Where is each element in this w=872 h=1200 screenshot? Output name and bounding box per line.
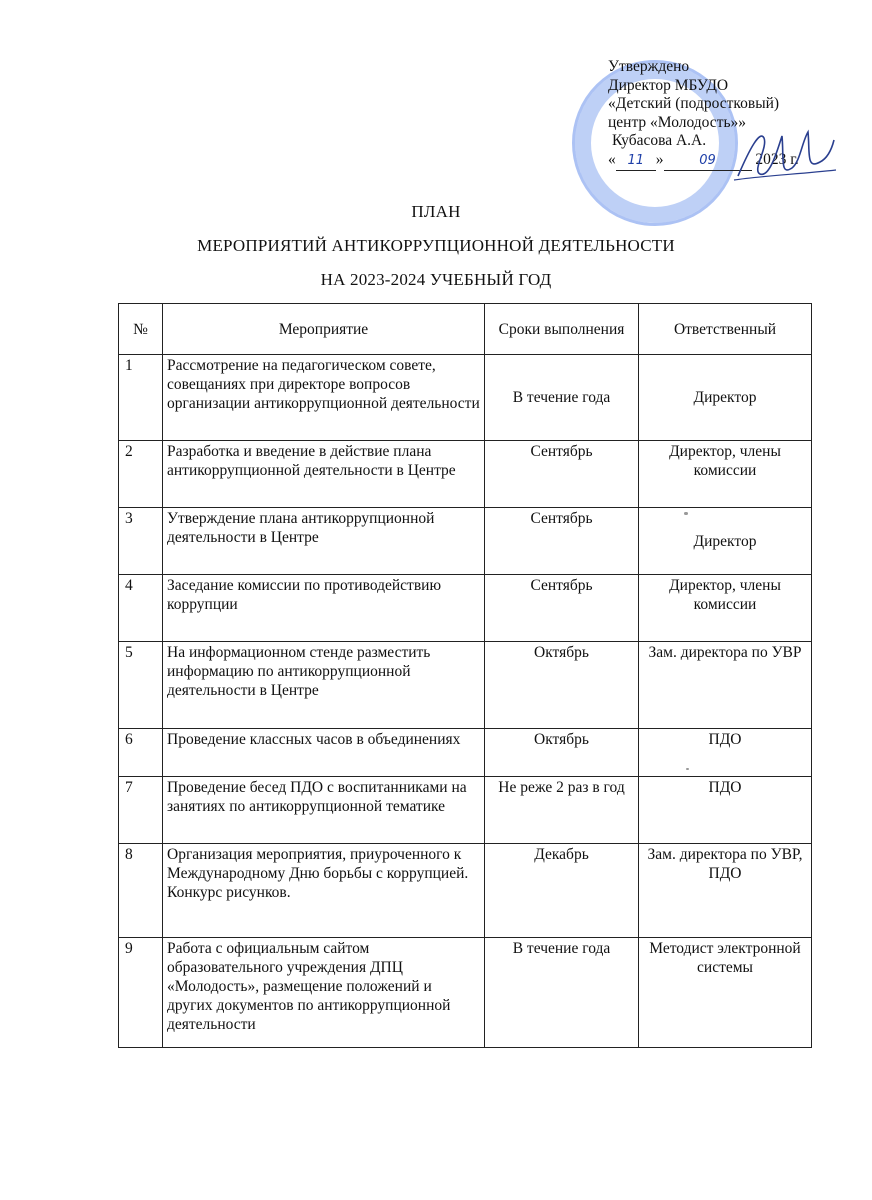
approval-date <box>608 151 838 172</box>
row-responsible: Зам. директора по УВР, ПДО <box>639 844 812 938</box>
plan-table <box>118 303 812 1048</box>
row-term: Сентябрь <box>485 575 639 642</box>
row-term: Сентябрь <box>485 508 639 575</box>
row-term: Декабрь <box>485 844 639 938</box>
row-num: 5 <box>119 642 163 729</box>
row-responsible: Методист электронной системы <box>639 938 812 1048</box>
row-num: 6 <box>119 729 163 777</box>
approval-block <box>608 58 838 171</box>
document-subtitle: МЕРОПРИЯТИЙ АНТИКОРРУПЦИОННОЙ ДЕЯТЕЛЬНОСТИ <box>197 236 675 255</box>
table-header-row <box>119 304 812 355</box>
row-responsible: Директор <box>639 508 812 575</box>
row-event: Рассмотрение на педагогическом совете, совещаниях при директоре вопросов организации антикоррупционной деятельности <box>163 355 485 441</box>
row-term: Октябрь <box>485 729 639 777</box>
row-event: Разработка и введение в действие плана антикоррупционной деятельности в Центре <box>163 441 485 508</box>
date-month: 09 <box>699 152 716 168</box>
header-term: Сроки выполнения <box>485 304 639 355</box>
date-open-quote: « <box>608 150 616 168</box>
header-responsible: Ответственный <box>639 304 812 355</box>
row-term: В течение года <box>485 938 639 1048</box>
date-day: 11 <box>627 152 645 168</box>
table-row <box>119 355 812 441</box>
row-responsible: Директор, члены комиссии <box>639 575 812 642</box>
row-num: 3 <box>119 508 163 575</box>
row-event: Проведение классных часов в объединениях <box>163 729 485 777</box>
row-responsible: ПДО <box>639 777 812 844</box>
row-responsible: Директор <box>639 355 812 441</box>
approval-line-4: центр «Молодость»» <box>608 113 747 131</box>
row-event: Утверждение плана антикоррупционной деятельности в Центре <box>163 508 485 575</box>
row-num: 4 <box>119 575 163 642</box>
row-num: 9 <box>119 938 163 1048</box>
scan-speck <box>686 768 689 770</box>
row-term: Октябрь <box>485 642 639 729</box>
date-close-quote: » <box>655 150 664 168</box>
row-event: На информационном стенде разместить информацию по антикоррупционной деятельности в Центре <box>163 642 485 729</box>
row-num: 7 <box>119 777 163 844</box>
row-event: Заседание комиссии по противодействию коррупции <box>163 575 485 642</box>
row-responsible: Зам. директора по УВР <box>639 642 812 729</box>
table-row <box>119 642 812 729</box>
document-year: НА 2023-2024 УЧЕБНЫЙ ГОД <box>320 270 552 289</box>
table-row <box>119 844 812 938</box>
row-term: В течение года <box>485 355 639 441</box>
header-num: № <box>119 304 163 355</box>
row-event: Работа с официальным сайтом образовательного учреждения ДПЦ «Молодость», размещение положений и других документов по антикоррупционной деятельности <box>163 938 485 1048</box>
row-term: Сентябрь <box>485 441 639 508</box>
row-event: Проведение бесед ПДО с воспитанниками на занятиях по антикоррупционной тематике <box>163 777 485 844</box>
row-responsible: ПДО <box>639 729 812 777</box>
row-responsible: Директор, члены комиссии <box>639 441 812 508</box>
table-row <box>119 938 812 1048</box>
approval-director-name: Кубасова А.А. <box>612 132 707 149</box>
header-event: Мероприятие <box>163 304 485 355</box>
row-num: 1 <box>119 355 163 441</box>
table-row <box>119 575 812 642</box>
approval-line-1: Утверждено <box>608 58 690 75</box>
row-num: 2 <box>119 441 163 508</box>
date-year: 2023 г. <box>755 150 799 168</box>
table-row <box>119 441 812 508</box>
row-term: Не реже 2 раз в год <box>485 777 639 844</box>
approval-line-2: Директор МБУДО <box>608 76 729 94</box>
table-row <box>119 729 812 777</box>
table-row <box>119 508 812 575</box>
approval-line-3: «Детский (подростковый) <box>608 95 780 112</box>
document-title: ПЛАН <box>411 202 461 221</box>
scan-speck <box>684 512 688 515</box>
table-row <box>119 777 812 844</box>
row-num: 8 <box>119 844 163 938</box>
row-event: Организация мероприятия, приуроченного к Международному Дню борьбы с коррупцией. Конкурс рисунков. <box>163 844 485 938</box>
